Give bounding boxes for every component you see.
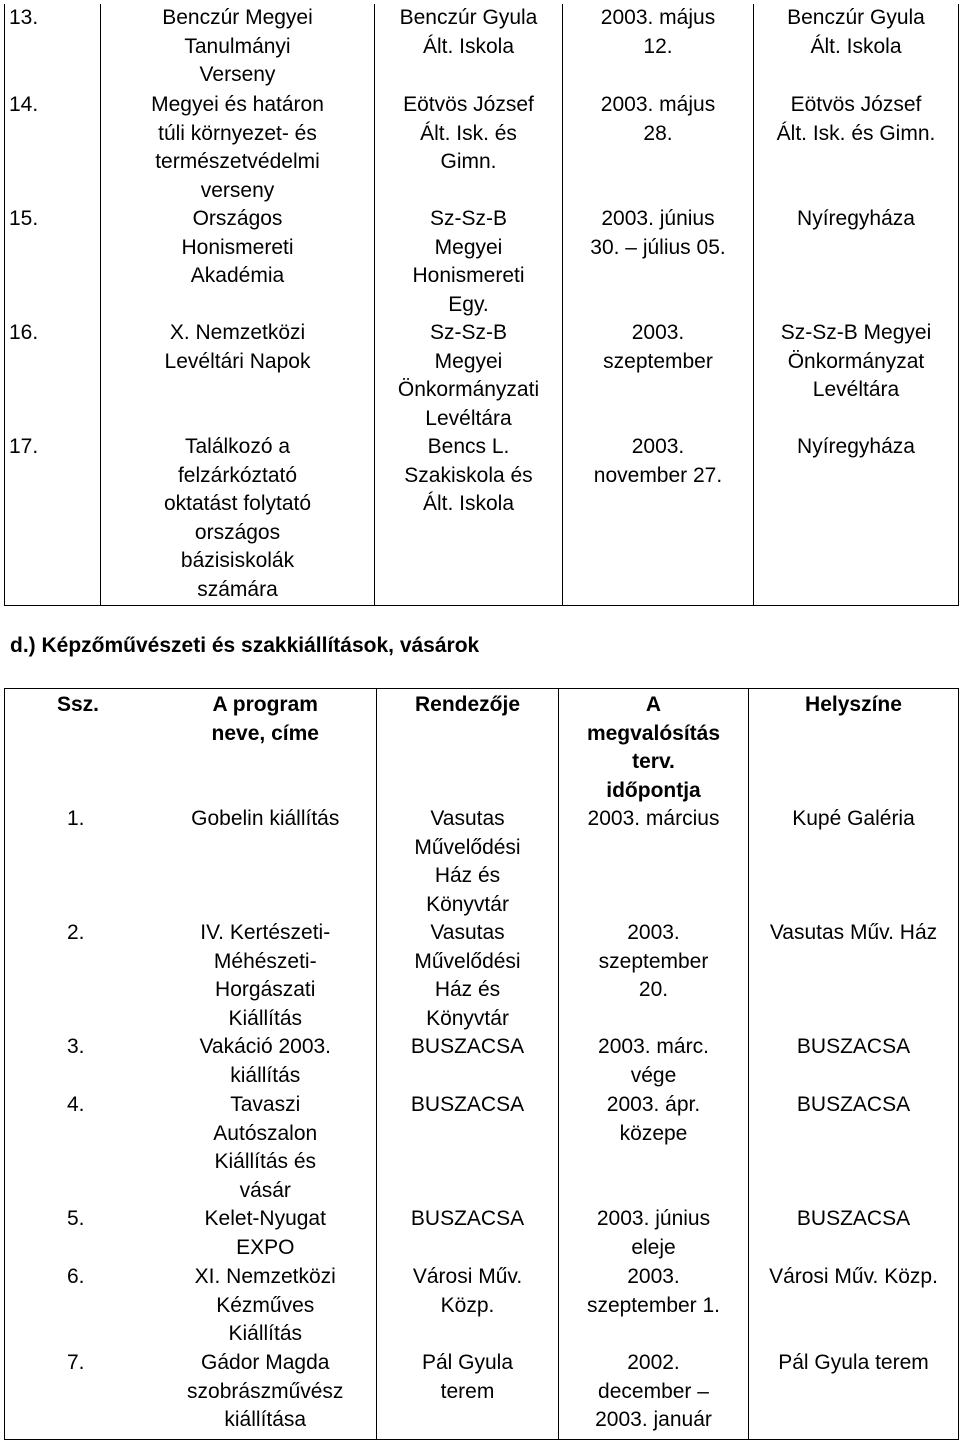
header-program: A program neve, címe xyxy=(155,689,377,806)
event-date: 2003. május 28. xyxy=(563,91,754,205)
event-venue: Eötvös József Ált. Isk. és Gimn. xyxy=(754,91,959,205)
event-name: Országos Honismereti Akadémia xyxy=(101,205,375,319)
row-number: 17. xyxy=(5,433,101,605)
exhibitions-table-body xyxy=(5,805,959,1439)
program-name: Tavaszi Autószalon Kiállítás és vásár xyxy=(155,1091,377,1205)
program-organizer: BUSZACSA xyxy=(377,1091,559,1205)
program-name: IV. Kertészeti- Méhészeti- Horgászati Kiállítás xyxy=(155,919,377,1033)
table-row xyxy=(5,805,959,919)
program-organizer: BUSZACSA xyxy=(377,1033,559,1091)
table-row xyxy=(5,319,959,433)
event-venue: Sz-Sz-B Megyei Önkormányzat Levéltára xyxy=(754,319,959,433)
row-number: 13. xyxy=(5,4,101,91)
program-name: Gobelin kiállítás xyxy=(155,805,377,919)
program-organizer: Vasutas Művelődési Ház és Könyvtár xyxy=(377,919,559,1033)
program-name: Gádor Magda szobrászművész kiállítása xyxy=(155,1349,377,1439)
table-row xyxy=(5,919,959,1033)
event-name: X. Nemzetközi Levéltári Napok xyxy=(101,319,375,433)
program-venue: Városi Műv. Közp. xyxy=(749,1263,959,1349)
events-table-body xyxy=(5,4,959,605)
event-venue: Nyíregyháza xyxy=(754,205,959,319)
program-venue: BUSZACSA xyxy=(749,1033,959,1091)
header-date: A megvalósítás terv. időpontja xyxy=(559,689,749,806)
row-number: 4. xyxy=(5,1091,155,1205)
event-organizer: Sz-Sz-B Megyei Önkormányzati Levéltára xyxy=(375,319,563,433)
event-date: 2003. november 27. xyxy=(563,433,754,605)
program-date: 2003. szeptember 20. xyxy=(559,919,749,1033)
program-date: 2003. szeptember 1. xyxy=(559,1263,749,1349)
row-number: 2. xyxy=(5,919,155,1033)
table-row xyxy=(5,91,959,205)
table-row xyxy=(5,1091,959,1205)
program-venue: Kupé Galéria xyxy=(749,805,959,919)
header-venue: Helyszíne xyxy=(749,689,959,806)
row-number: 15. xyxy=(5,205,101,319)
program-date: 2003. márc. vége xyxy=(559,1033,749,1091)
event-name: Találkozó a felzárkóztató oktatást folytató országos bázisiskolák számára xyxy=(101,433,375,605)
table-row xyxy=(5,205,959,319)
program-name: XI. Nemzetközi Kézműves Kiállítás xyxy=(155,1263,377,1349)
table-row xyxy=(5,1349,959,1439)
row-number: 14. xyxy=(5,91,101,205)
row-number: 6. xyxy=(5,1263,155,1349)
program-name: Kelet-Nyugat EXPO xyxy=(155,1205,377,1263)
program-date: 2003. ápr. közepe xyxy=(559,1091,749,1205)
event-name: Megyei és határon túli környezet- és természetvédelmi verseny xyxy=(101,91,375,205)
event-organizer: Eötvös József Ált. Isk. és Gimn. xyxy=(375,91,563,205)
table-row xyxy=(5,4,959,91)
event-organizer: Benczúr Gyula Ált. Iskola xyxy=(375,4,563,91)
row-number: 5. xyxy=(5,1205,155,1263)
event-date: 2003. május 12. xyxy=(563,4,754,91)
row-number: 3. xyxy=(5,1033,155,1091)
program-venue: BUSZACSA xyxy=(749,1205,959,1263)
event-date: 2003. szeptember xyxy=(563,319,754,433)
exhibitions-table xyxy=(4,688,959,1440)
program-organizer: BUSZACSA xyxy=(377,1205,559,1263)
event-date: 2003. június 30. – július 05. xyxy=(563,205,754,319)
program-organizer: Vasutas Művelődési Ház és Könyvtár xyxy=(377,805,559,919)
row-number: 7. xyxy=(5,1349,155,1439)
program-date: 2002. december – 2003. január xyxy=(559,1349,749,1439)
program-date: 2003. március xyxy=(559,805,749,919)
header-organizer: Rendezője xyxy=(377,689,559,806)
event-organizer: Bencs L. Szakiskola és Ált. Iskola xyxy=(375,433,563,605)
program-organizer: Városi Műv. Közp. xyxy=(377,1263,559,1349)
event-venue: Nyíregyháza xyxy=(754,433,959,605)
program-date: 2003. június eleje xyxy=(559,1205,749,1263)
event-venue: Benczúr Gyula Ált. Iskola xyxy=(754,4,959,91)
events-table xyxy=(4,4,959,606)
table-row xyxy=(5,1033,959,1091)
program-venue: BUSZACSA xyxy=(749,1091,959,1205)
program-name: Vakáció 2003. kiállítás xyxy=(155,1033,377,1091)
event-organizer: Sz-Sz-B Megyei Honismereti Egy. xyxy=(375,205,563,319)
row-number: 1. xyxy=(5,805,155,919)
header-ssz: Ssz. xyxy=(5,689,155,806)
table-header-row xyxy=(5,689,959,806)
program-venue: Pál Gyula terem xyxy=(749,1349,959,1439)
event-name: Benczúr Megyei Tanulmányi Verseny xyxy=(101,4,375,91)
table-row xyxy=(5,433,959,605)
row-number: 16. xyxy=(5,319,101,433)
table-row xyxy=(5,1263,959,1349)
program-venue: Vasutas Műv. Ház xyxy=(749,919,959,1033)
program-organizer: Pál Gyula terem xyxy=(377,1349,559,1439)
section-title: d.) Képzőművészeti és szakkiállítások, vásárok xyxy=(10,634,480,657)
table-row xyxy=(5,1205,959,1263)
